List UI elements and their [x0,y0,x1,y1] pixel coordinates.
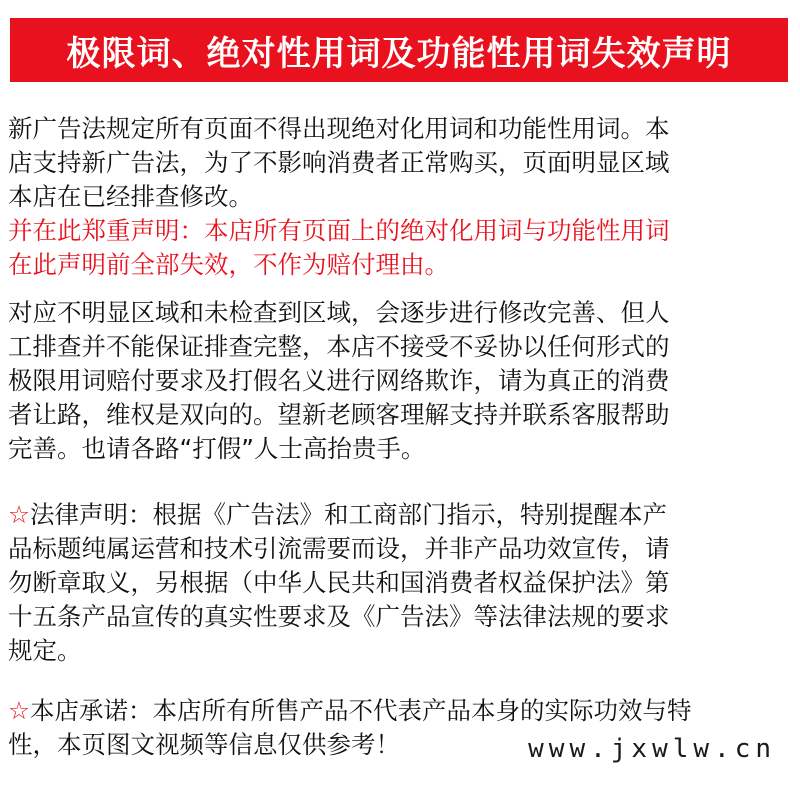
legal-statement-paragraph [8,498,800,668]
title-banner [10,18,788,82]
intro-paragraph [8,112,800,282]
site-watermark: www.jxwlw.cn [518,732,780,766]
notice-line: 完善。也请各路“打假”人士高抬贵手。 [8,434,426,463]
legal-line: 品标题纯属运营和技术引流需要而设，并非产品功效宣传，请 [8,534,670,563]
notice-line: 极限用词赔付要求及打假名义进行网络欺诈，请为真正的消费 [8,366,670,395]
promise-line: 性，本页图文视频等信息仅供参考！ [8,730,400,759]
legal-line: 十五条产品宣传的真实性要求及《广告法》等法律法规的要求 [8,602,670,631]
declaration-line: 在此声明前全部失效，不作为赔付理由。 [8,250,449,279]
intro-line: 新广告法规定所有页面不得出现绝对化用词和功能性用词。本 [8,114,670,143]
intro-line: 本店在已经排查修改。 [8,182,253,211]
declaration-line: 并在此郑重声明：本店所有页面上的绝对化用词与功能性用词 [8,216,670,245]
notice-line: 者让路，维权是双向的。望新老顾客理解支持并联系客服帮助 [8,400,670,429]
promise-line [8,694,800,728]
intro-line: 店支持新广告法，为了不影响消费者正常购买，页面明显区域 [8,148,670,177]
notice-paragraph [8,296,800,466]
legal-line [8,498,800,532]
legal-line-text: 法律声明：根据《广告法》和工商部门指示，特别提醒本产 [29,500,667,529]
star-icon: ☆ [8,500,30,529]
notice-line: 对应不明显区域和未检查到区域，会逐步进行修改完善、但人 [8,298,670,327]
legal-line: 规定。 [8,636,82,665]
star-icon: ☆ [8,696,30,725]
banner-title: 极限词、绝对性用词及功能性用词失效声明 [66,33,732,74]
promise-line-text: 本店承诺：本店所有所售产品不代表产品本身的实际功效与特 [29,696,692,725]
legal-line: 勿断章取义，另根据（中华人民共和国消费者权益保护法》第 [8,568,670,597]
notice-line: 工排查并不能保证排查完整，本店不接受不妥协以任何形式的 [8,332,670,361]
